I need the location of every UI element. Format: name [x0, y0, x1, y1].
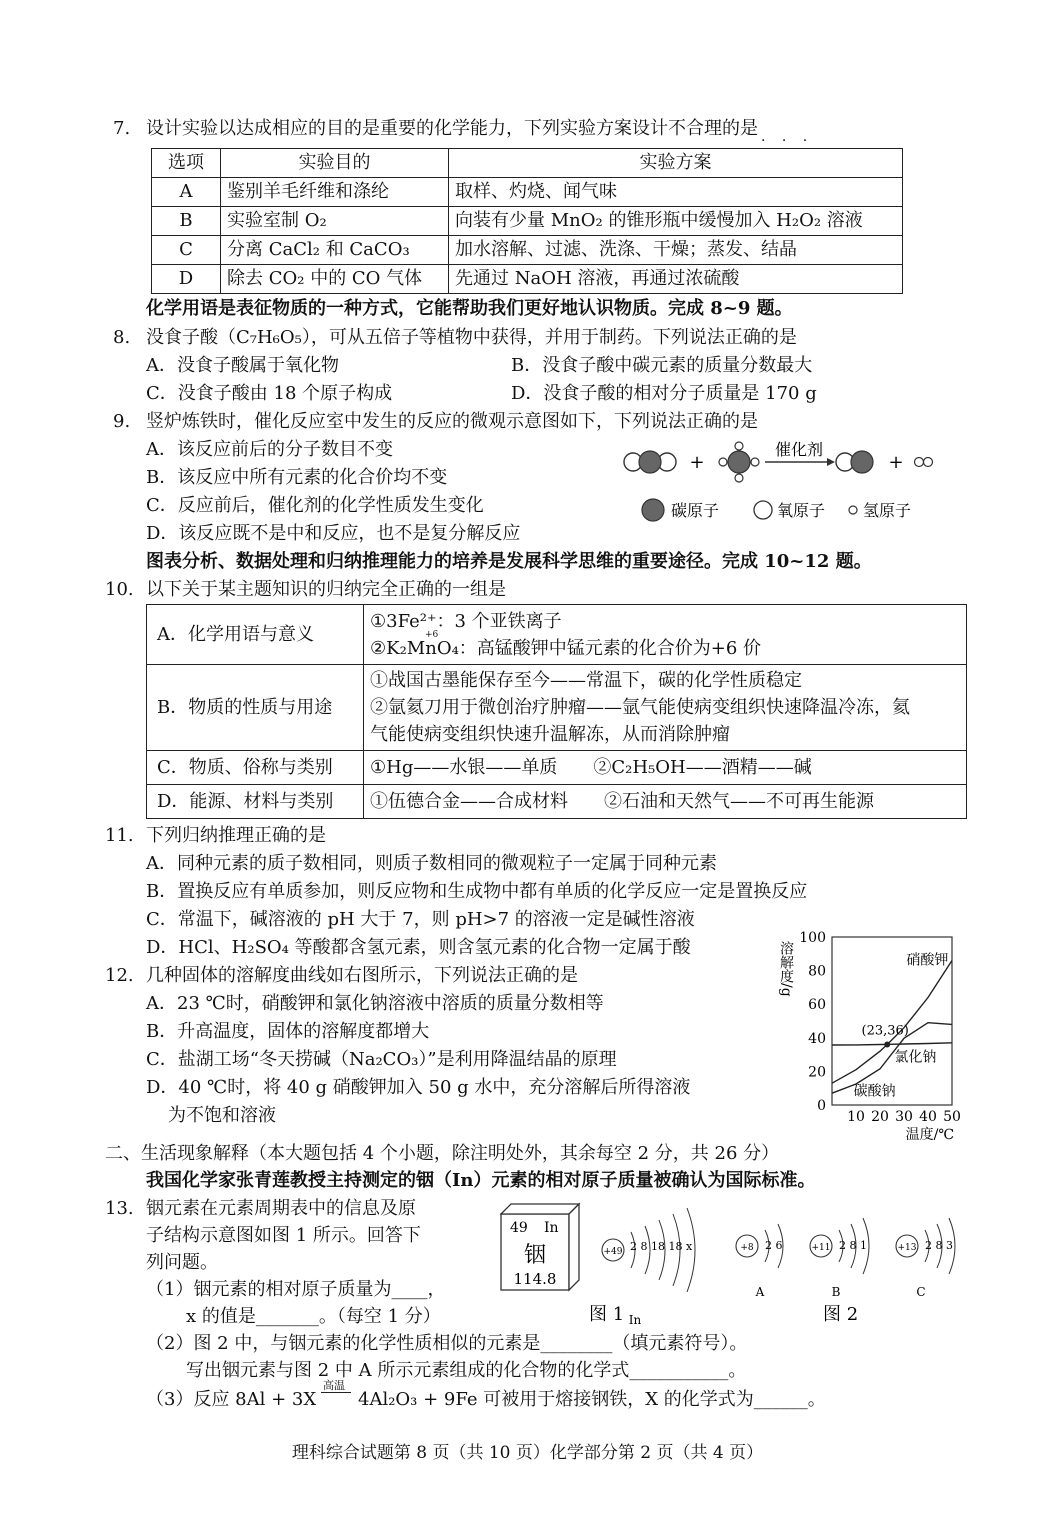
q10-row-a-line-2: ②K₂MnO₄：高锰酸钾中锰元素的化合价为+6 价 [370, 637, 762, 659]
q7-header-plan: 实验方案 [449, 149, 903, 178]
intro-10-12: 图表分析、数据处理和归纳推理能力的培养是发展科学思维的重要途径。完成 10~12 题。 [146, 551, 872, 572]
q12-number: 12. [105, 965, 134, 986]
q7-row-c-option: C [152, 236, 221, 265]
hydrogen-atom-legend-icon [849, 506, 857, 514]
y-tick-label: 100 [799, 930, 826, 946]
methane-molecule [719, 442, 759, 482]
q9-number: 9. [113, 411, 131, 432]
q8-option-a: A．没食子酸属于氧化物 [146, 355, 339, 376]
atom-b-nucleus: +11 [811, 1243, 831, 1253]
q8-stem: 没食子酸（C₇H₆O₅），可从五倍子等植物中获得，并用于制药。下列说法正确的是 [146, 327, 797, 348]
atom-a-shell-electrons: 2 6 [765, 1239, 783, 1252]
atomic-number: 49 [510, 1220, 528, 1236]
section-2-intro: 我国化学家张青莲教授主持测定的铟（In）元素的相对原子质量被确认为国际标准。 [146, 1170, 816, 1191]
q11-option-b: B．置换反应有单质参加，则反应物和生成物中都有单质的化学反应一定是置换反应 [146, 881, 808, 902]
element-symbol: In [544, 1220, 559, 1236]
table-row [152, 178, 903, 207]
q7-table [151, 148, 903, 294]
page-footer: 理科综合试题第 8 页（共 10 页）化学部分第 2 页（共 4 页） [291, 1443, 764, 1463]
x-axis-label: 温度/℃ [905, 1127, 954, 1143]
q13-high-temp-condition: 高温 [323, 1379, 345, 1392]
q12-option-a: A．23 ℃时，硝酸钾和氯化钠溶液中溶质的质量分数相等 [146, 993, 604, 1014]
q7-row-a-option: A [152, 178, 221, 207]
q10-table [146, 604, 967, 819]
x-tick-label: 30 [895, 1109, 913, 1125]
intro-8-9: 化学用语是表征物质的一种方式，它能帮助我们更好地认识物质。完成 8~9 题。 [146, 298, 793, 319]
hydrogen-molecule [915, 458, 933, 467]
atom-a-nucleus: +8 [740, 1243, 754, 1253]
section-2-title: 二、生活现象解释（本大题包括 4 个小题，除注明处外，其余每空 2 分，共 26 分） [105, 1143, 780, 1164]
q12-option-c: C．盐湖工场“冬天捞碱（Na₂CO₃）”是利用降温结晶的原理 [146, 1049, 617, 1070]
y-tick-label: 80 [808, 963, 826, 980]
q11-option-d: D．HCl、H₂SO₄ 等酸都含氢元素，则含氢元素的化合物一定属于酸 [146, 937, 691, 958]
q13-number: 13. [105, 1198, 134, 1219]
q12-option-d-continued: 为不饱和溶液 [168, 1105, 276, 1126]
q10-row-c-label: C．物质、俗称与类别 [147, 751, 364, 785]
atom-a-structure [736, 1224, 783, 1299]
x-tick-label: 40 [919, 1109, 937, 1125]
q12-option-d: D．40 ℃时，将 40 g 硝酸钾加入 50 g 水中，充分溶解后所得溶液 [146, 1077, 691, 1098]
atom-c-label: C [916, 1285, 926, 1299]
carbon-monoxide-molecule [836, 451, 873, 473]
q13-part-2-line-2: 写出铟元素与图 2 中 A 所示元素组成的化合物的化学式___________。 [186, 1360, 747, 1381]
table-row [152, 207, 903, 236]
q9-option-d: D．该反应既不是中和反应，也不是复分解反应 [146, 523, 521, 544]
q7-row-b-plan: 向装有少量 MnO₂ 的锥形瓶中缓慢加入 H₂O₂ 溶液 [449, 207, 903, 236]
carbon-dioxide-molecule [624, 451, 676, 473]
q8-option-b: B．没食子酸中碳元素的质量分数最大 [511, 355, 813, 376]
table-row [147, 751, 967, 785]
q7-row-a-goal: 鉴别羊毛纤维和涤纶 [221, 178, 449, 207]
figure-2-caption: 图 2 [823, 1304, 859, 1325]
q11-stem: 下列归纳推理正确的是 [146, 825, 326, 846]
q10-row-c-content: ①Hg——水银——单质 ②C₂H₅OH——酒精——碱 [364, 751, 967, 785]
q10-number: 10. [105, 579, 134, 600]
q13-part-3-prefix: （3）反应 8Al + 3X [146, 1389, 317, 1410]
svg-text:+: + [888, 452, 904, 473]
table-row [147, 785, 967, 819]
y-tick-label: 40 [808, 1030, 826, 1047]
y-tick-label: 0 [817, 1098, 826, 1114]
atomic-mass: 114.8 [513, 1270, 557, 1288]
q10-valence-superscript: +6 [425, 630, 439, 640]
indium-element-cell [498, 1202, 582, 1294]
q7-header-goal: 实验目的 [221, 149, 449, 178]
q7-emphasis-dots: · · · [761, 133, 814, 149]
q12-stem: 几种固体的溶解度曲线如右图所示，下列说法正确的是 [146, 965, 578, 986]
legend-hydrogen: 氢原子 [863, 501, 912, 520]
indium-nucleus: +49 [603, 1247, 623, 1257]
indium-shell-electrons: 2 8 18 18 x [630, 1240, 693, 1253]
intersection-point [884, 1042, 890, 1048]
legend-carbon: 碳原子 [671, 501, 720, 520]
y-axis-label: 溶解度/g [778, 941, 794, 997]
q8-number: 8. [113, 327, 131, 348]
intersection-annotation: (23,36) [861, 1023, 909, 1039]
q7-row-b-option: B [152, 207, 221, 236]
q9-stem: 竖炉炼铁时，催化反应室中发生的反应的微观示意图如下，下列说法正确的是 [146, 411, 758, 432]
atom-c-shell-electrons: 2 8 3 [925, 1239, 953, 1252]
atom-b-label: B [831, 1285, 841, 1299]
x-tick-label: 10 [847, 1109, 865, 1125]
q7-row-c-plan: 加水溶解、过滤、洗涤、干燥；蒸发、结晶 [449, 236, 903, 265]
series-label: 氯化钠 [894, 1049, 937, 1066]
q10-row-b-label: B．物质的性质与用途 [147, 665, 364, 751]
legend-oxygen: 氧原子 [777, 501, 826, 520]
atom-c-structure [896, 1218, 955, 1299]
oxygen-atom-legend-icon [754, 501, 772, 519]
q7-row-d-goal: 除去 CO₂ 中的 CO 气体 [221, 265, 449, 294]
q13-part-1-line-1: （1）铟元素的相对原子质量为____， [146, 1279, 446, 1300]
q13-stem-line-2: 子结构示意图如图 1 所示。回答下 [146, 1225, 421, 1246]
table-row [147, 665, 967, 751]
q10-row-b-line-1: ①战国古墨能保存至今——常温下，碳的化学性质稳定 [370, 670, 802, 691]
q7-row-c-goal: 分离 CaCl₂ 和 CaCO₃ [221, 236, 449, 265]
indium-label: In [628, 1313, 642, 1327]
atom-b-structure [810, 1218, 869, 1299]
q8-option-d: D．没食子酸的相对分子质量是 170 g [511, 383, 817, 404]
q9-option-a: A．该反应前后的分子数目不变 [146, 439, 393, 460]
y-tick-label: 60 [808, 997, 826, 1014]
svg-text:+: + [689, 452, 705, 473]
q13-stem-line-3: 列问题。 [146, 1252, 218, 1273]
q9-option-c: C．反应前后，催化剂的化学性质发生变化 [146, 495, 484, 516]
element-name: 铟 [523, 1243, 547, 1268]
series-label: 硝酸钾 [906, 952, 949, 969]
atom-b-shell-electrons: 2 8 1 [839, 1239, 867, 1252]
atom-a-label: A [755, 1285, 765, 1299]
q7-stem: 设计实验以达成相应的目的是重要的化学能力，下列实验方案设计不合理的是 [146, 118, 758, 139]
q12-option-b: B．升高温度，固体的溶解度都增大 [146, 1021, 430, 1042]
series-nacl-line [832, 1043, 952, 1045]
q7-row-d-option: D [152, 265, 221, 294]
q7-number: 7. [113, 118, 131, 139]
q13-stem-line-1: 铟元素在元素周期表中的信息及原 [146, 1198, 416, 1219]
table-row [147, 605, 967, 665]
catalyst-label: 催化剂 [774, 440, 824, 459]
q13-part-1-line-2: x 的值是_______。（每空 1 分） [186, 1306, 441, 1327]
q7-row-a-plan: 取样、灼烧、闻气味 [449, 178, 903, 207]
y-tick-label: 20 [808, 1064, 826, 1081]
q10-row-b-line-3: 气能使病变组织快速升温解冻，从而消除肿瘤 [370, 724, 730, 745]
q13-part-3-suffix: 4Al₂O₃ + 9Fe 可被用于熔接钢铁，X 的化学式为______。 [358, 1389, 826, 1410]
q13-reaction-arrow [321, 1392, 351, 1393]
q10-stem: 以下关于某主题知识的归纳完全正确的一组是 [146, 579, 506, 600]
carbon-atom-legend-icon [642, 499, 664, 521]
atomic-structure-diagrams [589, 1200, 965, 1330]
table-row [152, 236, 903, 265]
table-row [152, 265, 903, 294]
q11-option-a: A．同种元素的质子数相同，则质子数相同的微观粒子一定属于同种元素 [146, 853, 717, 874]
series-label: 碳酸钠 [853, 1083, 896, 1100]
q10-row-d-content: ①伍德合金——合成材料 ②石油和天然气——不可再生能源 [364, 785, 967, 819]
q7-row-b-goal: 实验室制 O₂ [221, 207, 449, 236]
q7-header-option: 选项 [152, 149, 221, 178]
atom-c-nucleus: +13 [897, 1243, 917, 1253]
q11-option-c: C．常温下，碱溶液的 pH 大于 7，则 pH>7 的溶液一定是碱性溶液 [146, 909, 695, 930]
q13-part-2-line-1: （2）图 2 中，与铟元素的化学性质相似的元素是________（填元素符号）。 [146, 1333, 748, 1354]
q8-option-c: C．没食子酸由 18 个原子构成 [146, 383, 393, 404]
q7-row-d-plan: 先通过 NaOH 溶液，再通过浓硫酸 [449, 265, 903, 294]
q10-row-a-line-1: ①3Fe²⁺：3 个亚铁离子 [370, 610, 562, 632]
q10-row-b-line-2: ②氩氦刀用于微创治疗肿瘤——氩气能使病变组织快速降温冷冻，氦 [370, 697, 910, 718]
q9-reaction-diagram [615, 433, 945, 533]
x-tick-label: 50 [943, 1109, 961, 1125]
q10-row-d-label: D．能源、材料与类别 [147, 785, 364, 819]
q10-row-a-label: A．化学用语与意义 [147, 605, 364, 665]
q11-number: 11. [105, 825, 134, 846]
figure-1-caption: 图 1 [589, 1304, 625, 1325]
solubility-chart [768, 925, 968, 1145]
x-tick-label: 20 [871, 1109, 889, 1125]
q9-option-b: B．该反应中所有元素的化合价均不变 [146, 467, 448, 488]
